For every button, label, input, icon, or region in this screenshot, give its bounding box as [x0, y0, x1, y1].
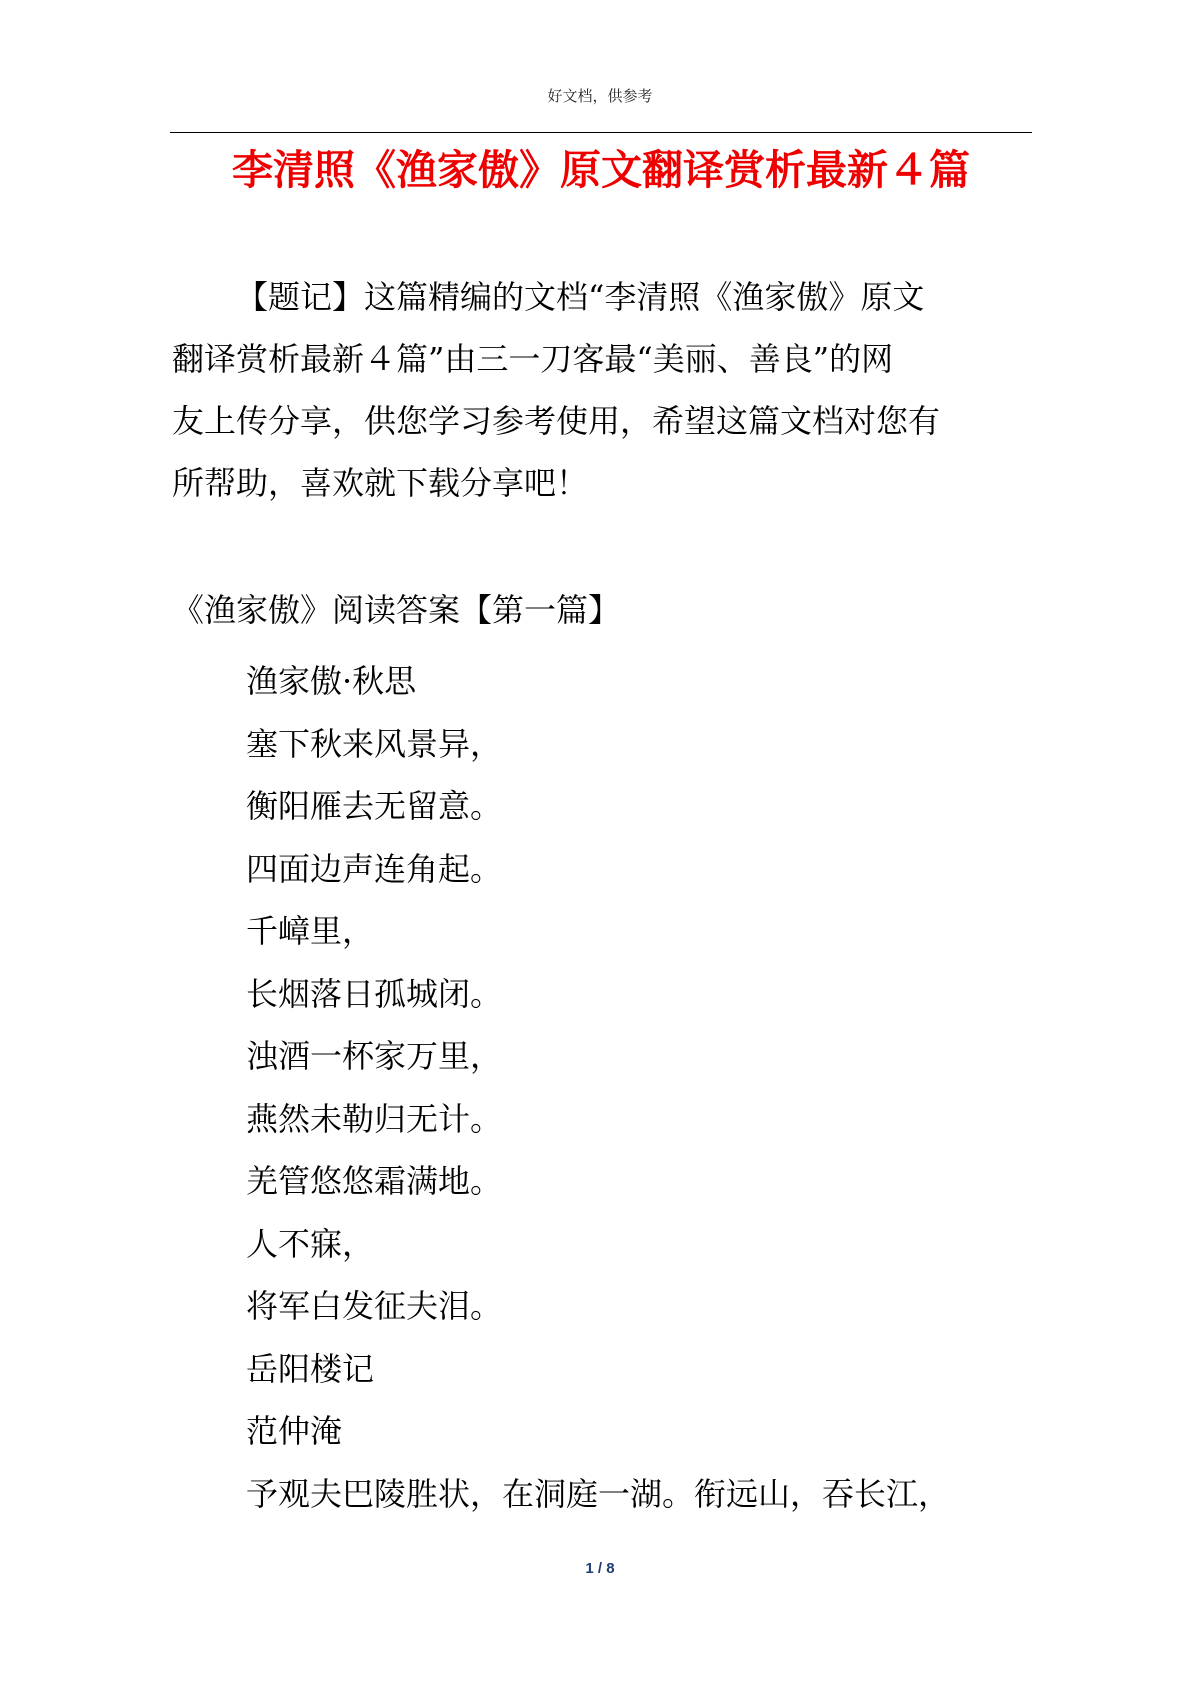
poem-line: 四面边声连角起。 — [246, 849, 503, 888]
poem-line: 长烟落日孤城闭。 — [246, 974, 503, 1013]
intro-line: 所帮助，喜欢就下载分享吧！ — [172, 464, 589, 502]
intro-line: 【题记】这篇精编的文档“李清照《渔家傲》原文 — [236, 278, 925, 316]
poem-line: 千嶂里， — [246, 912, 375, 950]
poem-line: 渔家傲·秋思 — [246, 662, 417, 700]
intro-line: 翻译赏析最新４篇”由三一刀客最“美丽、善良”的网 — [172, 340, 894, 378]
poem-line: 范仲淹 — [246, 1412, 343, 1450]
intro-line: 友上传分享，供您学习参考使用，希望这篇文档对您有 — [172, 402, 941, 440]
document-title: 李清照《渔家傲》原文翻译赏析最新４篇 — [232, 146, 970, 194]
page-number: 1 / 8 — [585, 1560, 615, 1577]
poem-line: 燕然未勒归无计。 — [246, 1099, 503, 1138]
poem-line: 将军白发征夫泪。 — [246, 1287, 503, 1325]
poem-line: 予观夫巴陵胜状，在洞庭一湖。衔远山，吞长江， — [246, 1474, 951, 1513]
poem-line: 浊酒一杯家万里， — [246, 1037, 503, 1075]
poem-line: 衡阳雁去无留意。 — [246, 787, 503, 825]
header-divider — [170, 132, 1032, 133]
page-header-text: 好文档，供参考 — [547, 87, 653, 105]
poem-line: 人不寐， — [246, 1224, 375, 1263]
poem-line: 岳阳楼记 — [246, 1349, 375, 1388]
poem-line: 羌管悠悠霜满地。 — [246, 1162, 503, 1200]
poem-body — [246, 650, 1036, 1525]
section-heading: 《渔家傲》阅读答案【第一篇】 — [172, 591, 621, 629]
poem-line: 塞下秋来风景异， — [246, 724, 503, 763]
intro-paragraph — [172, 266, 1032, 514]
